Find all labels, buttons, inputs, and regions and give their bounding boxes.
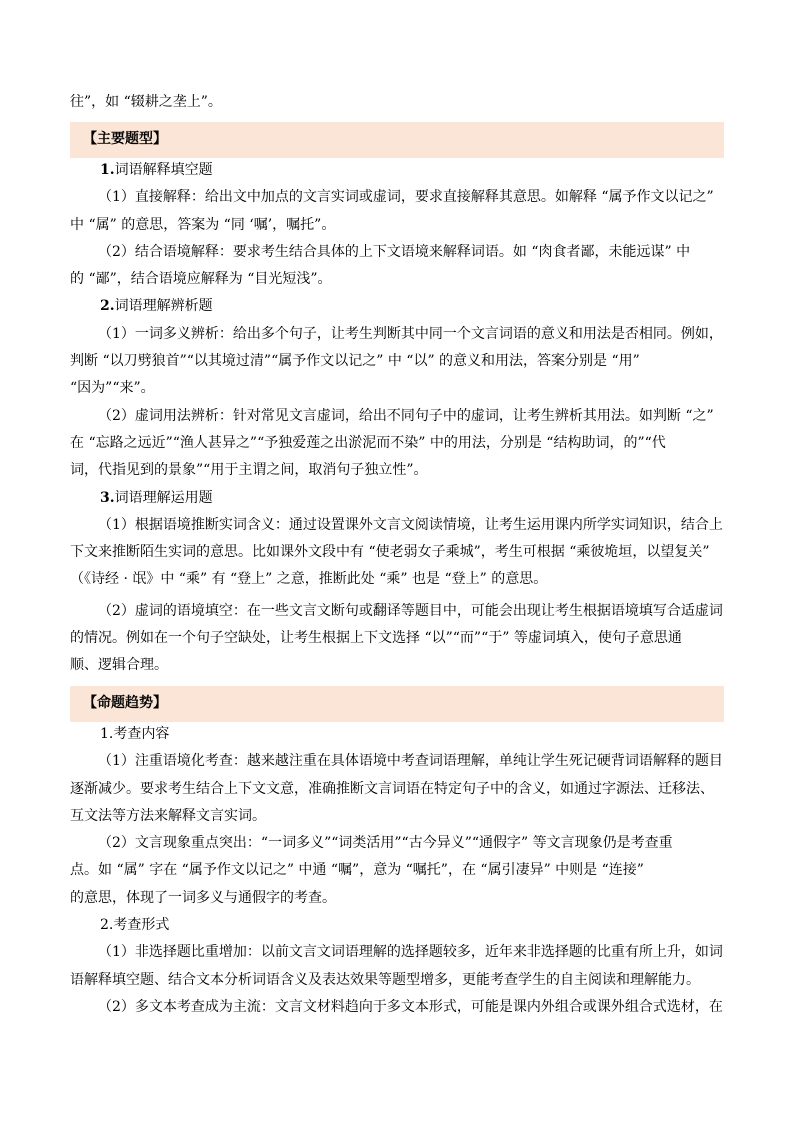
paragraph-line: 语解释填空题、结合文本分析词语含义及表达效果等题型增多，更能考查学生的自主阅读和理解能力。 [70,971,700,988]
paragraph-line: 点。如 “属” 字在 “属予作文以记之” 中通 “嘱”，意为 “嘱托”，在 “属引凄异” 中则是 “连接” [70,862,644,879]
paragraph-line: （1）注重语境化考查：越来越注重在具体语境中考查词语理解，单纯让学生死记硬背词语解释的题目 [98,753,723,770]
paragraph-line: 中 “属” 的意思，答案为 “同 ‘嘱’，嘱托”。 [70,216,336,233]
paragraph-line: 词，代指见到的景象”“用于主谓之间，取消句子独立性”。 [70,462,428,479]
paragraph-line: （2）虚词用法辨析：针对常见文言虚词，给出不同句子中的虚词，让考生辨析其用法。如判断 “之” [98,407,714,424]
subheading-number: 3. [100,489,115,506]
paragraph-line: （1）直接解释：给出文中加点的文言实词或虚词，要求直接解释其意思。如解释 “属予作文以记之” [98,189,714,206]
paragraph-line: （1）非选择题比重增加：以前文言文词语理解的选择题较多，近年来非选择题的比重有所上升，如词 [98,944,723,961]
section-banner-trends [70,686,724,722]
section-title: 【主要题型】 [83,131,167,147]
continuation-line: 往”，如 “辍耕之垄上”。 [70,94,222,110]
paragraph-line: 的 “鄙”，结合语境应解释为 “目光短浅”。 [70,271,332,288]
paragraph-line: （2）虚词的语境填空：在一些文言文断句或翻译等题目中，可能会出现让考生根据语境填写合适虚词 [98,602,723,619]
subheading [70,157,725,184]
paragraph-line: 逐渐减少。要求考生结合上下文文意，准确推断文言词语在特定句子中的含义，如通过字源法、迁移法、 [70,780,714,797]
section-title: 【命题趋势】 [83,695,167,711]
subheading-label: 词语理解辨析题 [114,298,213,315]
paragraph-line: （1）一词多义辨析：给出多个句子，让考生判断其中同一个文言词语的意义和用法是否相同。例如， [98,325,723,342]
paragraph-line: 顺、逻辑合理。 [70,657,168,674]
subheading-number: 1. [100,162,115,178]
paragraph-line: 在 “忘路之远近”“渔人甚异之”“予独爱莲之出淤泥而不染” 中的用法，分别是 “结构助词，的”“代 [70,434,666,451]
paragraph-line: 判断 “以刀劈狼首”“以其境过清”“属予作文以记之” 中 “以” 的意义和用法，答案分别是 “用” [70,353,640,370]
paragraph-line: （《诗经 · 氓》中 “乘” 有 “登上” 之意，推断此处 “乘” 也是 “登上” 的意思。 [70,571,548,588]
paragraph-line: 下文来推断陌生实词的意思。比如课外文段中有 “使老弱女子乘城”，考生可根据 “乘彼垝垣，以望复关” [70,544,710,561]
subheading-label: 词语解释填空题 [114,162,213,178]
subheading [70,293,725,320]
subheading: 1.考查内容 [100,726,170,742]
subheading-label: 词语理解运用题 [114,489,213,506]
top-continuation [70,89,725,116]
paragraph-line: （1）根据语境推断实词含义：通过设置课外文言文阅读情境，让考生运用课内所学实词知识，结合上 [98,516,723,533]
section-banner-main-types [70,122,724,158]
paragraph-line: “因为”“来”。 [70,380,155,397]
subheading-number: 2. [100,298,115,315]
paragraph-line: （2）多文本考查成为主流：文言文材料趋向于多文本形式，可能是课内外组合或课外组合式选材，在 [98,998,723,1015]
section-main-types-body [70,157,725,680]
paragraph-line: （2）结合语境解释：要求考生结合具体的上下文语境来解释词语。如 “肉食者鄙，未能远谋” 中 [98,243,691,260]
section-trends-body [70,721,725,1021]
paragraph-line: 互文法等方法来解释文言实词。 [70,807,266,824]
subheading [70,485,725,512]
paragraph-line: （2）文言现象重点突出：“一词多义”“词类活用”“古今异义”“通假字” 等文言现象仍是考查重 [98,835,673,852]
paragraph-line: 的意思，体现了一词多义与通假字的考查。 [70,889,336,906]
subheading: 2.考查形式 [100,917,170,934]
paragraph-line: 的情况。例如在一个句子空缺处，让考生根据上下文选择 “以”“而”“于” 等虚词填入，使句子意思通 [70,630,682,647]
